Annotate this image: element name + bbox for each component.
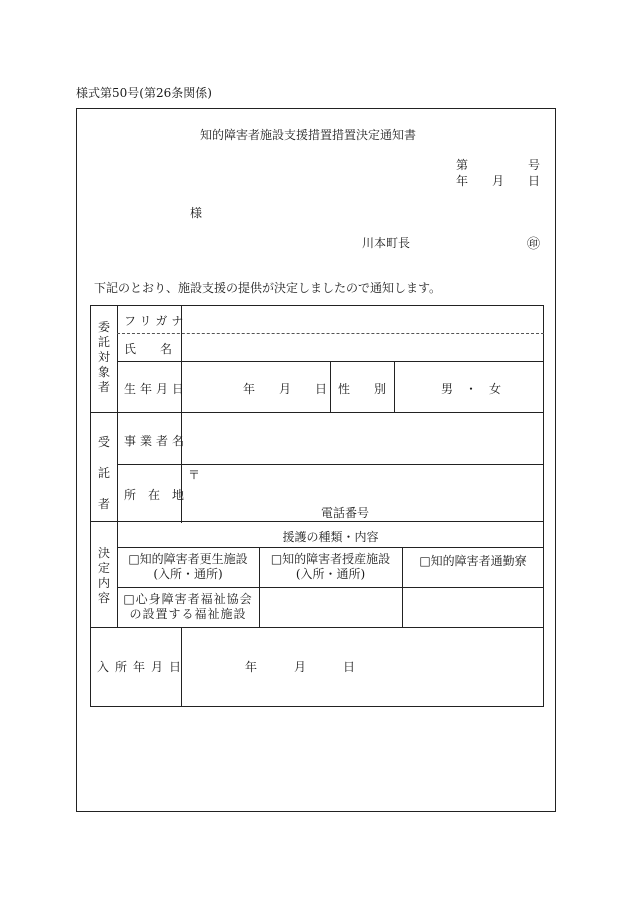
sex-label: 性 別: [338, 382, 387, 396]
admission-year: 年: [245, 660, 258, 674]
form-table: [90, 305, 544, 707]
option2-label: □知的障害者授産施設: [270, 552, 391, 566]
option-rehabilitation-facility[interactable]: [117, 552, 259, 582]
name-field[interactable]: [183, 335, 541, 360]
birth-year: 年: [243, 382, 256, 396]
decision-group-label: 決定内容: [97, 546, 110, 605]
contractor-char-2: 託: [97, 466, 110, 480]
option-welfare-association-facility[interactable]: [117, 592, 259, 622]
option4-sub: の設置する福祉施設: [129, 607, 247, 621]
admission-day: 日: [343, 660, 356, 674]
option1-sub: (入所・通所): [153, 567, 223, 581]
business-name-field[interactable]: [183, 414, 541, 462]
contractor-char-1: 受: [97, 435, 110, 449]
admission-month: 月: [294, 660, 307, 674]
seal-mark: ㊞: [527, 237, 541, 252]
address-label: 所 在 地: [124, 488, 185, 502]
doc-date-year: 年: [456, 174, 469, 188]
contractor-char-3: 者: [97, 497, 110, 511]
admission-date-label: 入所年月日: [97, 660, 188, 674]
option4-label: □心身障害者福祉協会: [123, 592, 253, 606]
addressee-honorific: 様: [190, 206, 203, 220]
furigana-field[interactable]: [183, 308, 541, 332]
doc-number-prefix: 第: [456, 158, 469, 172]
birthdate-label: 生年月日: [124, 382, 189, 396]
support-header: 援護の種類・内容: [282, 530, 379, 544]
furigana-label: フリガナ: [124, 314, 188, 328]
doc-number-suffix: 号: [528, 158, 541, 172]
business-name-label: 事業者名: [124, 434, 189, 448]
birth-day: 日: [315, 382, 328, 396]
intro-text: 下記のとおり、施設支援の提供が決定しましたので通知します。: [94, 281, 442, 295]
option-vocational-facility[interactable]: [259, 552, 402, 582]
option1-label: □知的障害者更生施設: [128, 552, 248, 566]
form-number: 様式第50号(第26条関係): [76, 86, 212, 100]
sex-options[interactable]: 男 ・ 女: [441, 382, 502, 396]
name-label: 氏 名: [124, 342, 173, 356]
doc-date-month: 月: [492, 174, 505, 188]
birth-month: 月: [279, 382, 292, 396]
postal-mark: 〒: [188, 468, 201, 482]
contractor-group-label: [96, 434, 112, 512]
option-commuting-dorm[interactable]: □知的障害者通勤寮: [419, 554, 527, 568]
option2-sub: (入所・通所): [295, 567, 366, 581]
subject-group-label: 委託対象者: [97, 320, 110, 394]
document-title: 知的障害者施設支援措置措置決定通知書: [200, 128, 417, 142]
phone-label: 電話番号: [321, 506, 370, 520]
doc-date-day: 日: [528, 174, 541, 188]
issuer: 川本町長: [362, 236, 411, 250]
